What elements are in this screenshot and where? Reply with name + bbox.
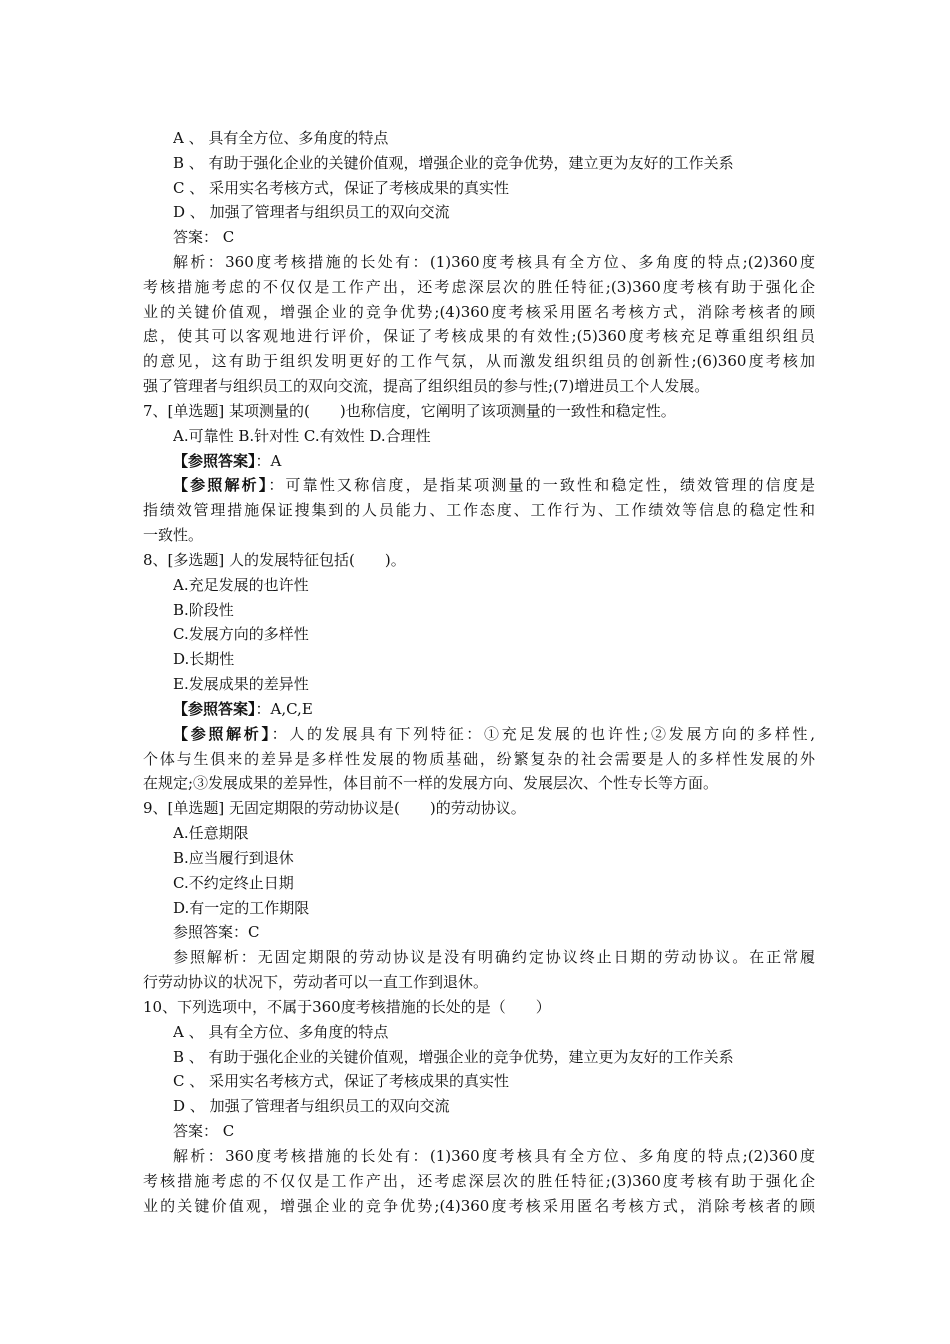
option-a: A 、 具有全方位、多角度的特点: [173, 1023, 389, 1041]
option-b: B 、 有助于强化企业的关键价值观，增强企业的竞争优势，建立更为友好的工作关系: [173, 1048, 734, 1066]
analysis-line: 虑，使其可以客观地进行评价，保证了考核成果的有效性;(5)360度考核充足尊重组织组员: [143, 327, 815, 345]
analysis-label: 【参照解析】: [173, 476, 269, 494]
question-8-option: B.阶段性: [173, 601, 234, 619]
analysis-line: 个体与生俱来的差异是多样性发展的物质基础，纷繁复杂的社会需要是人的多样性发展的外: [143, 750, 815, 768]
analysis-line: 解析：360度考核措施的长处有：(1)360度考核具有全方位、多角度的特点;(2)360度: [173, 1147, 815, 1165]
analysis-line: 一致性。: [143, 526, 204, 544]
analysis-line: 强了管理者与组织员工的双向交流，提高了组织组员的参与性;(7)增进员工个人发展。: [143, 377, 710, 395]
answer-line: 答案： C: [173, 1122, 235, 1140]
question-7-answer: [173, 449, 815, 474]
analysis-line: 业的关键价值观，增强企业的竞争优势;(4)360度考核采用匿名考核方式，消除考核者的顾: [143, 1197, 815, 1215]
question-8-analysis: [173, 722, 815, 747]
question-9-option: D.有一定的工作期限: [173, 899, 310, 917]
answer-value: ：A,C,E: [255, 700, 313, 718]
option-c: C 、 采用实名考核方式，保证了考核成果的真实性: [173, 179, 510, 197]
option-c: C 、 采用实名考核方式，保证了考核成果的真实性: [173, 1072, 510, 1090]
analysis-line: 解析：360度考核措施的长处有：(1)360度考核具有全方位、多角度的特点;(2)360度: [173, 253, 815, 271]
answer-label: 【参照答案】: [173, 700, 256, 718]
question-7-options: A.可靠性 B.针对性 C.有效性 D.合理性: [173, 427, 431, 445]
question-8-option: C.发展方向的多样性: [173, 625, 309, 643]
question-9-stem: 9、[单选题] 无固定期限的劳动协议是( )的劳动协议。: [143, 799, 526, 817]
analysis-line: 业的关键价值观，增强企业的竞争优势;(4)360度考核采用匿名考核方式，消除考核者的顾: [143, 303, 815, 321]
option-a: A 、 具有全方位、多角度的特点: [173, 129, 389, 147]
question-10-stem: 10、下列选项中，不属于360度考核措施的长处的是（ ）: [143, 998, 551, 1016]
analysis-text: ：人的发展具有下列特征：①充足发展的也许性;②发展方向的多样性,: [271, 725, 815, 743]
question-9-option: A.任意期限: [173, 824, 249, 842]
analysis-line: 考核措施考虑的不仅仅是工作产出，还考虑深层次的胜任特征;(3)360度考核有助于强化企: [143, 278, 815, 296]
analysis-line: 考核措施考虑的不仅仅是工作产出，还考虑深层次的胜任特征;(3)360度考核有助于强化企: [143, 1172, 815, 1190]
question-8-option: A.充足发展的也许性: [173, 576, 309, 594]
question-7-stem: 7、[单选题] 某项测量的( )也称信度，它阐明了该项测量的一致性和稳定性。: [143, 402, 676, 420]
analysis-line: 参照解析：无固定期限的劳动协议是没有明确约定协议终止日期的劳动协议。在正常履: [173, 948, 815, 966]
question-9-option: B.应当履行到退休: [173, 849, 294, 867]
analysis-line: 的意见，这有助于组织发明更好的工作气氛，从而激发组织组员的创新性;(6)360度考核加: [143, 352, 815, 370]
analysis-line: 指绩效管理措施保证搜集到的人员能力、工作态度、工作行为、工作绩效等信息的稳定性和: [143, 501, 815, 519]
option-d: D 、 加强了管理者与组织员工的双向交流: [173, 1097, 450, 1115]
option-d: D 、 加强了管理者与组织员工的双向交流: [173, 203, 450, 221]
question-9-answer: 参照答案：C: [173, 923, 260, 941]
answer-line: 答案： C: [173, 228, 235, 246]
answer-value: ：A: [255, 452, 282, 470]
question-8-stem: 8、[多选题] 人的发展特征包括( )。: [143, 551, 406, 569]
answer-label: 【参照答案】: [173, 452, 256, 470]
question-8-option: D.长期性: [173, 650, 235, 668]
question-7-analysis: [173, 473, 815, 498]
question-9-option: C.不约定终止日期: [173, 874, 294, 892]
question-8-answer: [173, 697, 815, 722]
analysis-label: 【参照解析】: [173, 725, 272, 743]
analysis-line: 行劳动协议的状况下，劳动者可以一直工作到退休。: [143, 973, 489, 991]
question-8-option: E.发展成果的差异性: [173, 675, 309, 693]
analysis-text: ：可靠性又称信度，是指某项测量的一致性和稳定性，绩效管理的信度是: [268, 476, 815, 494]
analysis-line: 在规定;③发展成果的差异性，体目前不一样的发展方向、发展层次、个性专长等方面。: [143, 774, 719, 792]
option-b: B 、 有助于强化企业的关键价值观，增强企业的竞争优势，建立更为友好的工作关系: [173, 154, 734, 172]
